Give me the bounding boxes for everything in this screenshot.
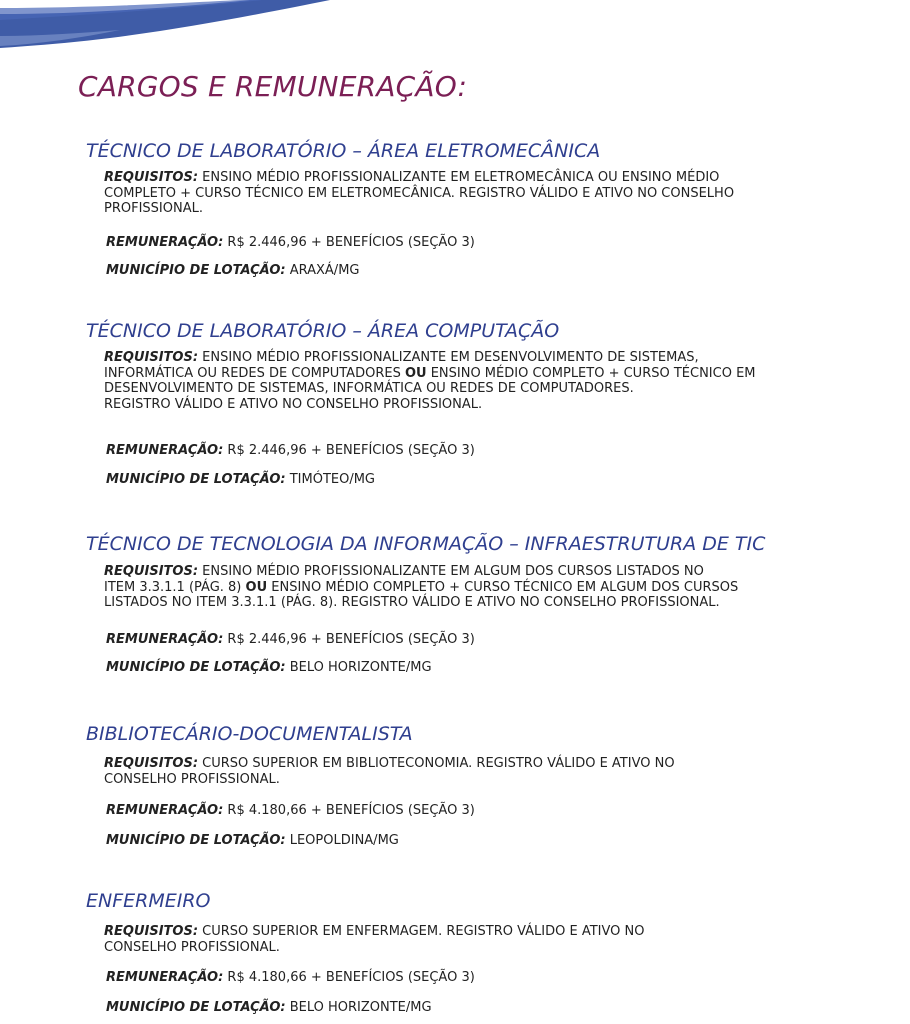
- salary-label: REMUNERAÇÃO:: [106, 632, 224, 647]
- requirements-label: REQUISITOS:: [104, 170, 199, 185]
- salary-label: REMUNERAÇÃO:: [106, 970, 224, 985]
- position-title: ENFERMEIRO: [86, 890, 211, 912]
- location-label: MUNICÍPIO DE LOTAÇÃO:: [106, 472, 286, 487]
- location-value: LEOPOLDINA/MG: [289, 833, 399, 848]
- brush-stroke-decoration: [0, 0, 360, 60]
- salary-row: [106, 235, 475, 250]
- requirements-text: [104, 170, 734, 217]
- position-title: TÉCNICO DE LABORATÓRIO – ÁREA COMPUTAÇÃO: [86, 320, 560, 342]
- location-row: [106, 660, 432, 675]
- location-value: ARAXÁ/MG: [289, 263, 360, 278]
- requirements-text: [104, 756, 675, 787]
- requirements-line: ENSINO MÉDIO PROFISSIONALIZANTE EM ALGUM DOS CURSOS LISTADOS NO: [202, 564, 704, 579]
- requirements-line: PROFISSIONAL.: [104, 201, 203, 216]
- requirements-text: [104, 924, 645, 955]
- requirements-line: CURSO SUPERIOR EM ENFERMAGEM. REGISTRO VÁLIDO E ATIVO NO: [202, 924, 645, 939]
- salary-row: [106, 632, 475, 647]
- requirements-line: INFORMÁTICA OU REDES DE COMPUTADORES: [104, 365, 405, 381]
- requirements-line: ENSINO MÉDIO PROFISSIONALIZANTE EM ELETROMECÂNICA OU ENSINO MÉDIO: [202, 170, 720, 185]
- position-title: TÉCNICO DE TECNOLOGIA DA INFORMAÇÃO – INFRAESTRUTURA DE TIC: [86, 533, 766, 555]
- salary-label: REMUNERAÇÃO:: [106, 803, 224, 818]
- requirements-text: [104, 564, 738, 611]
- salary-label: REMUNERAÇÃO:: [106, 443, 224, 458]
- requirements-line: ENSINO MÉDIO PROFISSIONALIZANTE EM DESENVOLVIMENTO DE SISTEMAS,: [202, 350, 699, 365]
- requirements-label: REQUISITOS:: [104, 350, 199, 365]
- location-value: BELO HORIZONTE/MG: [289, 1000, 432, 1015]
- location-row: [106, 472, 375, 487]
- requirements-line: CONSELHO PROFISSIONAL.: [104, 771, 280, 787]
- location-value: TIMÓTEO/MG: [289, 472, 375, 487]
- location-label: MUNICÍPIO DE LOTAÇÃO:: [106, 1000, 286, 1015]
- salary-value: R$ 2.446,96 + BENEFÍCIOS (SEÇÃO 3): [227, 235, 475, 250]
- location-row: [106, 263, 359, 278]
- salary-value: R$ 2.446,96 + BENEFÍCIOS (SEÇÃO 3): [227, 443, 475, 458]
- salary-label: REMUNERAÇÃO:: [106, 235, 224, 250]
- location-row: [106, 833, 399, 848]
- requirements-line: ENSINO MÉDIO COMPLETO + CURSO TÉCNICO EM ALGUM DOS CURSOS: [267, 579, 739, 595]
- salary-value: R$ 4.180,66 + BENEFÍCIOS (SEÇÃO 3): [227, 803, 475, 818]
- salary-value: R$ 2.446,96 + BENEFÍCIOS (SEÇÃO 3): [227, 632, 475, 647]
- requirements-line: CONSELHO PROFISSIONAL.: [104, 939, 280, 955]
- salary-row: [106, 803, 475, 818]
- or-emphasis: OU: [245, 579, 268, 595]
- requirements-line: DESENVOLVIMENTO DE SISTEMAS, INFORMÁTICA OU REDES DE COMPUTADORES.: [104, 381, 634, 396]
- requirements-text: [104, 350, 756, 412]
- salary-value: R$ 4.180,66 + BENEFÍCIOS (SEÇÃO 3): [227, 970, 475, 985]
- requirements-line: ENSINO MÉDIO COMPLETO + CURSO TÉCNICO EM: [426, 365, 756, 381]
- location-label: MUNICÍPIO DE LOTAÇÃO:: [106, 660, 286, 675]
- position-title: TÉCNICO DE LABORATÓRIO – ÁREA ELETROMECÂNICA: [86, 140, 601, 162]
- requirements-line: CURSO SUPERIOR EM BIBLIOTECONOMIA. REGISTRO VÁLIDO E ATIVO NO: [202, 756, 675, 771]
- requirements-label: REQUISITOS:: [104, 924, 199, 939]
- salary-row: [106, 970, 475, 985]
- position-title: BIBLIOTECÁRIO-DOCUMENTALISTA: [86, 723, 413, 745]
- salary-row: [106, 443, 475, 458]
- or-emphasis: OU: [404, 365, 427, 381]
- requirements-line: COMPLETO + CURSO TÉCNICO EM ELETROMECÂNICA. REGISTRO VÁLIDO E ATIVO NO CONSELHO: [104, 185, 735, 201]
- location-label: MUNICÍPIO DE LOTAÇÃO:: [106, 833, 286, 848]
- page-title: CARGOS E REMUNERAÇÃO:: [78, 70, 468, 103]
- requirements-line: ITEM 3.3.1.1 (PÁG. 8): [104, 579, 246, 595]
- location-label: MUNICÍPIO DE LOTAÇÃO:: [106, 263, 286, 278]
- requirements-label: REQUISITOS:: [104, 756, 199, 771]
- location-value: BELO HORIZONTE/MG: [289, 660, 432, 675]
- requirements-line: REGISTRO VÁLIDO E ATIVO NO CONSELHO PROFISSIONAL.: [104, 396, 483, 412]
- requirements-line: LISTADOS NO ITEM 3.3.1.1 (PÁG. 8). REGISTRO VÁLIDO E ATIVO NO CONSELHO PROFISSIONAL.: [104, 595, 720, 610]
- requirements-label: REQUISITOS:: [104, 564, 199, 579]
- location-row: [106, 1000, 432, 1015]
